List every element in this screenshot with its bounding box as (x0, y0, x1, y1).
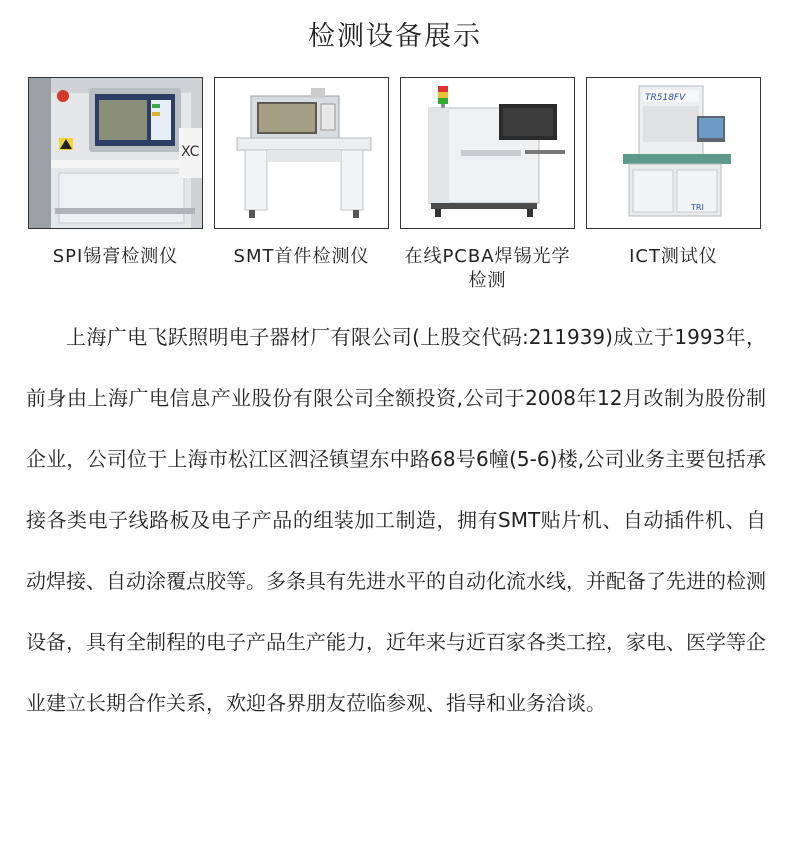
equipment-name: SPI锡膏检测仪 (52, 246, 179, 267)
spi-machine-image (28, 77, 203, 229)
svg-text:TRI: TRI (691, 203, 704, 212)
equipment-name: 在线PCBA焊锡光学检测 (404, 246, 571, 291)
equipment-card-spi (28, 77, 203, 269)
company-intro-paragraph: 上海广电飞跃照明电子器材厂有限公司(上股交代码:211939)成立于1993年，前身由上海广电信息产业股份有限公司全额投资,公司于2008年12月改制为股份制企业，公司位于上海市松江区泗泾镇望东中路68号6幢(5-6)楼,公司业务主要包括承接各类电子线路板及电子产品的组装加工制造，拥有SMT贴片机、自动插件机、自动焊接、自动涂覆点胶等。多条具有先进水平的自动化流水线，并配备了先进的检测设备，具有全制程的电子产品生产能力，近年来与近百家各类工控，家电、医学等企业建立长期合作关系，欢迎各界朋友莅临参观、指导和业务洽谈。 (26, 325, 766, 715)
equipment-card-aoi (400, 77, 575, 293)
page-title: 检测设备展示 (308, 21, 482, 52)
aoi-machine-image (400, 77, 575, 229)
smt-inspection-machine-image (214, 77, 389, 229)
svg-text:XC: XC (181, 144, 200, 160)
ict-tester-image (586, 77, 761, 229)
equipment-card-ict (586, 77, 761, 269)
equipment-name: ICT测试仪 (629, 246, 718, 267)
svg-text:TR518FV: TR518FV (645, 93, 686, 103)
equipment-card-smt (214, 77, 389, 269)
equipment-name: SMT首件检测仪 (233, 246, 370, 267)
